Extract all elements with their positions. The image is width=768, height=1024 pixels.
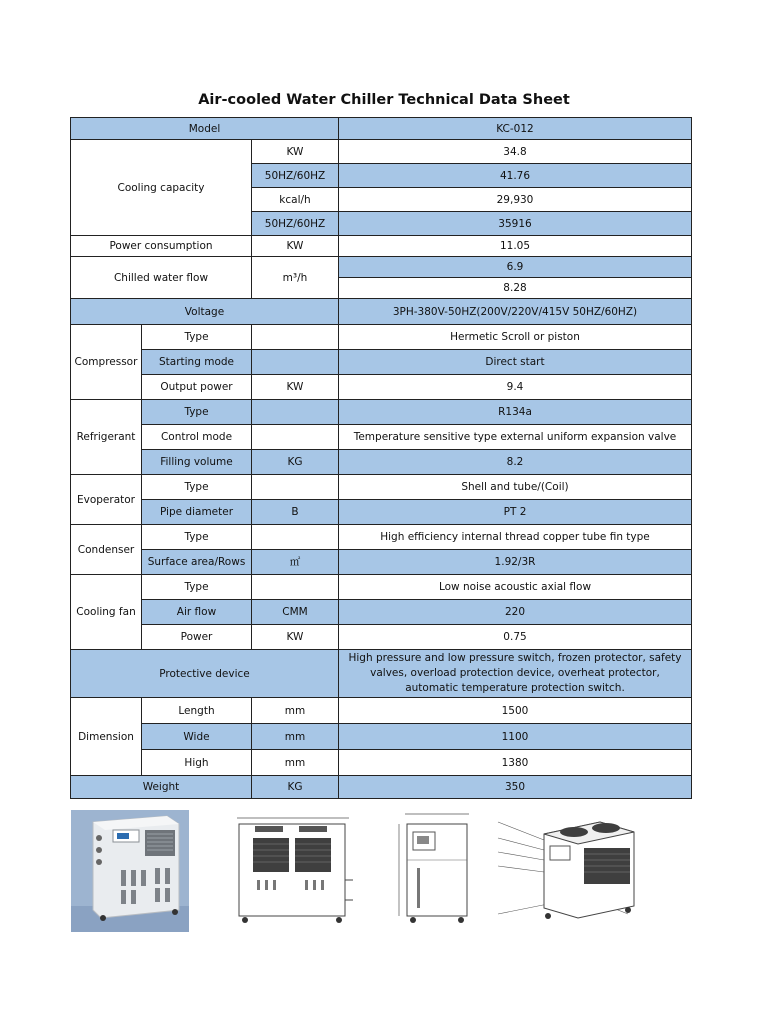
condenser-label: Condenser [71, 525, 142, 575]
table-row [71, 750, 692, 776]
cooling-capacity-label: Cooling capacity [71, 140, 252, 236]
cooling-fan-item: Type [142, 575, 252, 600]
protective-device-label: Protective device [71, 650, 339, 698]
refrigerant-unit: KG [252, 450, 339, 475]
cooling-fan-item: Power [142, 625, 252, 650]
table-row [71, 425, 692, 450]
evoperator-value: Shell and tube/(Coil) [339, 475, 692, 500]
dimension-label: Dimension [71, 698, 142, 776]
table-row [71, 776, 692, 799]
table-row [71, 600, 692, 625]
spec-table [70, 117, 692, 799]
condenser-value: 1.92/3R [339, 550, 692, 575]
compressor-value: 9.4 [339, 375, 692, 400]
table-row [71, 257, 692, 278]
compressor-unit [252, 325, 339, 350]
evoperator-value: PT 2 [339, 500, 692, 525]
table-row [71, 550, 692, 575]
evoperator-label: Evoperator [71, 475, 142, 525]
model-value: KC-012 [339, 118, 692, 140]
compressor-unit: KW [252, 375, 339, 400]
dimension-unit: mm [252, 724, 339, 750]
chiller-photo [71, 810, 189, 932]
evoperator-item: Type [142, 475, 252, 500]
voltage-label: Voltage [71, 299, 339, 325]
power-consumption-label: Power consumption [71, 236, 252, 257]
dimension-item: High [142, 750, 252, 776]
dimension-value: 1380 [339, 750, 692, 776]
evoperator-item: Pipe diameter [142, 500, 252, 525]
table-row [71, 650, 692, 698]
evoperator-unit [252, 475, 339, 500]
condenser-item: Surface area/Rows [142, 550, 252, 575]
chilled-water-flow-value: 6.9 [339, 257, 692, 278]
table-row [71, 400, 692, 425]
dimension-item: Wide [142, 724, 252, 750]
refrigerant-label: Refrigerant [71, 400, 142, 475]
chilled-water-flow-value: 8.28 [339, 278, 692, 299]
dimension-unit: mm [252, 698, 339, 724]
cooling-fan-unit: CMM [252, 600, 339, 625]
table-row [71, 118, 692, 140]
cc-value: 29,930 [339, 188, 692, 212]
refrigerant-unit [252, 400, 339, 425]
refrigerant-unit [252, 425, 339, 450]
condenser-item: Type [142, 525, 252, 550]
refrigerant-value: Temperature sensitive type external uniform expansion valve [339, 425, 692, 450]
compressor-label: Compressor [71, 325, 142, 400]
protective-device-value: High pressure and low pressure switch, frozen protector, safety valves, overload protection device, overheat protector, automatic temperature protection switch. [339, 650, 692, 698]
side-view-drawing [395, 810, 479, 932]
dimension-unit: mm [252, 750, 339, 776]
table-row [71, 350, 692, 375]
cooling-fan-unit: KW [252, 625, 339, 650]
chilled-water-flow-label: Chilled water flow [71, 257, 252, 299]
table-row [71, 698, 692, 724]
cc-value: 34.8 [339, 140, 692, 164]
compressor-value: Hermetic Scroll or piston [339, 325, 692, 350]
compressor-item: Starting mode [142, 350, 252, 375]
cooling-fan-value: Low noise acoustic axial flow [339, 575, 692, 600]
table-row [71, 325, 692, 350]
dimension-item: Length [142, 698, 252, 724]
weight-label: Weight [71, 776, 252, 799]
dimension-value: 1100 [339, 724, 692, 750]
table-row [71, 525, 692, 550]
compressor-item: Output power [142, 375, 252, 400]
refrigerant-item: Control mode [142, 425, 252, 450]
cc-unit: 50HZ/60HZ [252, 212, 339, 236]
power-consumption-value: 11.05 [339, 236, 692, 257]
component-diagram [488, 810, 638, 932]
table-row [71, 375, 692, 400]
table-row [71, 236, 692, 257]
cc-value: 35916 [339, 212, 692, 236]
compressor-unit [252, 350, 339, 375]
cc-value: 41.76 [339, 164, 692, 188]
table-row [71, 299, 692, 325]
cooling-fan-unit [252, 575, 339, 600]
table-row [71, 140, 692, 164]
cc-unit: kcal/h [252, 188, 339, 212]
page-title: Air-cooled Water Chiller Technical Data Sheet [198, 92, 570, 108]
table-row [71, 450, 692, 475]
model-label: Model [71, 118, 339, 140]
compressor-item: Type [142, 325, 252, 350]
refrigerant-item: Filling volume [142, 450, 252, 475]
weight-unit: KG [252, 776, 339, 799]
cooling-fan-item: Air flow [142, 600, 252, 625]
table-row [71, 625, 692, 650]
table-row [71, 475, 692, 500]
dimension-value: 1500 [339, 698, 692, 724]
cooling-fan-value: 220 [339, 600, 692, 625]
table-row [71, 724, 692, 750]
front-view-drawing [231, 810, 357, 932]
condenser-value: High efficiency internal thread copper tube fin type [339, 525, 692, 550]
cooling-fan-label: Cooling fan [71, 575, 142, 650]
compressor-value: Direct start [339, 350, 692, 375]
evoperator-unit: B [252, 500, 339, 525]
chilled-water-flow-unit: m³/h [252, 257, 339, 299]
cc-unit: 50HZ/60HZ [252, 164, 339, 188]
table-row [71, 575, 692, 600]
condenser-unit [252, 525, 339, 550]
table-row [71, 500, 692, 525]
refrigerant-value: 8.2 [339, 450, 692, 475]
voltage-value: 3PH-380V-50HZ(200V/220V/415V 50HZ/60HZ) [339, 299, 692, 325]
refrigerant-item: Type [142, 400, 252, 425]
cooling-fan-value: 0.75 [339, 625, 692, 650]
cc-unit: KW [252, 140, 339, 164]
condenser-unit: ㎡ [252, 550, 339, 575]
refrigerant-value: R134a [339, 400, 692, 425]
power-consumption-unit: KW [252, 236, 339, 257]
weight-value: 350 [339, 776, 692, 799]
